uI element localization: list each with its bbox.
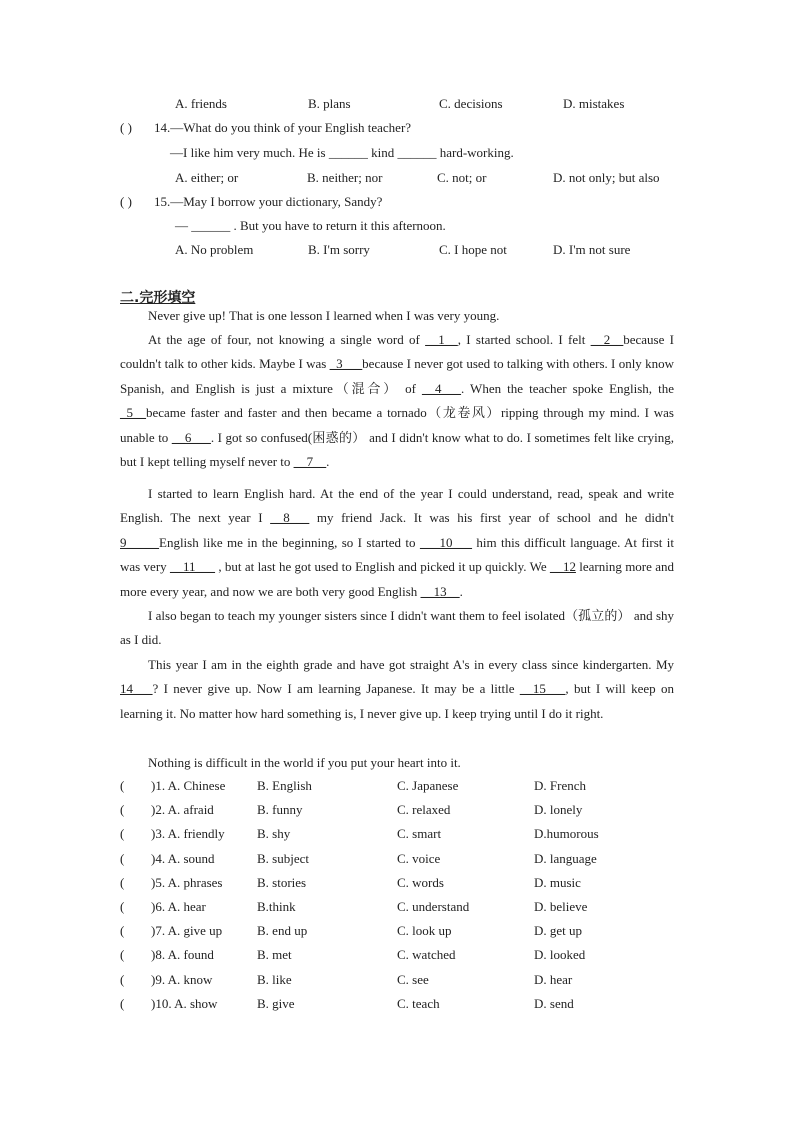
question-option-a: )5. A. phrases [151, 875, 223, 890]
answer-paren[interactable]: ( [120, 947, 125, 962]
question-option-c: C. words [397, 875, 444, 890]
answer-paren[interactable]: ( [120, 899, 125, 914]
question-option-b: B. English [257, 778, 312, 793]
question-option-c: C. smart [397, 826, 442, 841]
question-option-b: B. subject [257, 851, 309, 866]
passage-paragraph-1: Never give up! That is one lesson I learned when I was very young. [148, 308, 500, 323]
blank-12[interactable]: __12 [549, 559, 576, 575]
q15-answer-paren[interactable]: ( ) [120, 194, 132, 209]
q15-stem: 15.—May I borrow your dictionary, Sandy? [154, 194, 383, 209]
passage-text: my friend Jack. It was his first year of school and he didn't [309, 510, 674, 526]
question-option-a: )10. A. show [151, 996, 218, 1011]
blank-2[interactable]: __2__ [590, 332, 624, 347]
question-option-d: D. lonely [534, 802, 583, 817]
q15-option-a: A. No problem [175, 242, 254, 257]
passage-text: At the age of four, not knowing a single word of [148, 332, 426, 347]
q14-option-a: A. either; or [175, 170, 239, 185]
q14-answer-paren[interactable]: ( ) [120, 120, 132, 135]
passage-paragraph-5 [120, 653, 674, 726]
question-option-c: C. relaxed [397, 802, 451, 817]
answer-paren[interactable]: ( [120, 826, 125, 841]
blank-13[interactable]: __13__ [420, 583, 460, 599]
question-option-d: D. send [534, 996, 574, 1011]
answer-paren[interactable]: ( [120, 802, 125, 817]
answer-paren[interactable]: ( [120, 923, 125, 938]
q13-option-d: D. mistakes [563, 96, 625, 111]
question-option-c: C. look up [397, 923, 452, 938]
passage-text: English like me in the beginning, so I started to [159, 534, 420, 550]
q14-dialogue: —I like him very much. He is ______ kind ______ hard-working. [170, 145, 514, 160]
question-option-b: B. like [257, 972, 292, 987]
blank-4[interactable]: __4___ [421, 380, 461, 396]
passage-text: . I got so confused(困惑的） and I didn't know what to do. I sometimes felt like crying, but I kept telling myself never to [120, 429, 674, 470]
q15-option-c: C. I hope not [439, 242, 507, 257]
blank-10[interactable]: ___10___ [419, 534, 472, 550]
question-option-d: D. music [534, 875, 581, 890]
passage-text: because I never got used to talking with others. I only know Spanish, and English is just a mixture（混合） of [120, 356, 674, 396]
question-option-d: D. language [534, 851, 597, 866]
passage-paragraph-4: I also began to teach my younger sisters since I didn't want them to feel isolated（孤立的） and shy as I did. [120, 608, 674, 648]
passage-text: because I couldn't talk to other kids. Maybe I was [120, 332, 675, 372]
question-option-b: B.think [257, 899, 296, 914]
question-option-b: B. met [257, 947, 292, 962]
question-option-c: C. watched [397, 947, 456, 962]
question-option-a: )7. A. give up [151, 923, 223, 938]
question-option-a: )2. A. afraid [151, 802, 214, 817]
question-option-d: D.humorous [534, 826, 599, 841]
question-option-a: )3. A. friendly [151, 826, 225, 841]
question-option-d: D. get up [534, 923, 583, 938]
question-option-a: )8. A. found [151, 947, 214, 962]
passage-text: became faster and faster and then became a tornado（龙卷风）ripping through my mind. I was unable to [120, 405, 674, 445]
answer-paren[interactable]: ( [120, 972, 125, 987]
question-option-c: C. voice [397, 851, 441, 866]
question-option-b: B. give [257, 996, 295, 1011]
blank-14[interactable]: 14___ [120, 681, 153, 697]
q15-dialogue: — ______ . But you have to return it this afternoon. [175, 218, 446, 233]
passage-text: learning more and more every year, and now we are both very good English [120, 559, 674, 599]
answer-paren[interactable]: ( [120, 778, 125, 793]
q15-option-b: B. I'm sorry [308, 242, 370, 257]
q14-option-c: C. not; or [437, 170, 487, 185]
answer-paren[interactable]: ( [120, 996, 125, 1011]
question-option-d: D. believe [534, 899, 588, 914]
q13-option-b: B. plans [308, 96, 351, 111]
question-option-b: B. shy [257, 826, 291, 841]
passage-paragraph-2 [120, 328, 674, 474]
passage-text: him this difficult language. At first it was very [120, 534, 674, 575]
question-option-c: C. see [397, 972, 429, 987]
question-option-c: C. Japanese [397, 778, 459, 793]
passage-text: This year I am in the eighth grade and have got straight A's in every class since kindergarten. My [148, 657, 674, 672]
question-option-c: C. teach [397, 996, 440, 1011]
blank-1[interactable]: __1__ [425, 332, 458, 347]
passage-text: I started to learn English hard. At the end of the year I could understand, read, speak and write English. The next year I [120, 486, 674, 526]
q13-option-a: A. friends [175, 96, 227, 111]
blank-9[interactable]: 9_____ [120, 534, 159, 550]
blank-11[interactable]: __11___ [169, 559, 216, 575]
q13-option-c: C. decisions [439, 96, 503, 111]
q15-option-d: D. I'm not sure [553, 242, 631, 257]
question-option-d: D. French [534, 778, 586, 793]
passage-text: ? I never give up. Now I am learning Japanese. It may be a little [152, 681, 520, 697]
passage-text: . When the teacher spoke English, the [460, 380, 674, 396]
blank-7[interactable]: __7__ [293, 454, 327, 470]
q14-option-b: B. neither; nor [307, 170, 383, 185]
blank-8[interactable]: __8___ [270, 510, 310, 526]
blank-15[interactable]: __15___ [519, 681, 566, 697]
passage-paragraph-6: Nothing is difficult in the world if you put your heart into it. [148, 755, 461, 770]
passage-text: . [459, 583, 463, 599]
question-option-b: B. funny [257, 802, 303, 817]
passage-text: , but I will keep on learning it. No matter how hard something is, I never give up. I keep trying until I do it right. [120, 681, 674, 721]
question-option-d: D. hear [534, 972, 573, 987]
blank-3[interactable]: _3___ [329, 356, 363, 372]
section-heading: 二.完形填空 [120, 290, 196, 306]
blank-6[interactable]: __6___ [171, 429, 211, 445]
question-option-b: B. end up [257, 923, 308, 938]
question-option-b: B. stories [257, 875, 307, 890]
passage-text: . [326, 454, 330, 470]
question-option-c: C. understand [397, 899, 470, 914]
answer-paren[interactable]: ( [120, 851, 125, 866]
question-option-d: D. looked [534, 947, 586, 962]
q14-option-d: D. not only; but also [553, 170, 660, 185]
question-option-a: )4. A. sound [151, 851, 215, 866]
question-option-a: )9. A. know [151, 972, 213, 987]
passage-paragraph-3 [120, 482, 674, 604]
q14-stem: 14.—What do you think of your English teacher? [154, 120, 412, 135]
question-option-a: )1. A. Chinese [151, 778, 226, 793]
passage-text: , but at last he got used to English and picked it up quickly. We [215, 559, 550, 575]
question-option-a: )6. A. hear [151, 899, 206, 914]
passage-text: , I started school. I felt [457, 332, 591, 347]
answer-paren[interactable]: ( [120, 875, 125, 890]
blank-5[interactable]: _5__ [120, 405, 146, 421]
